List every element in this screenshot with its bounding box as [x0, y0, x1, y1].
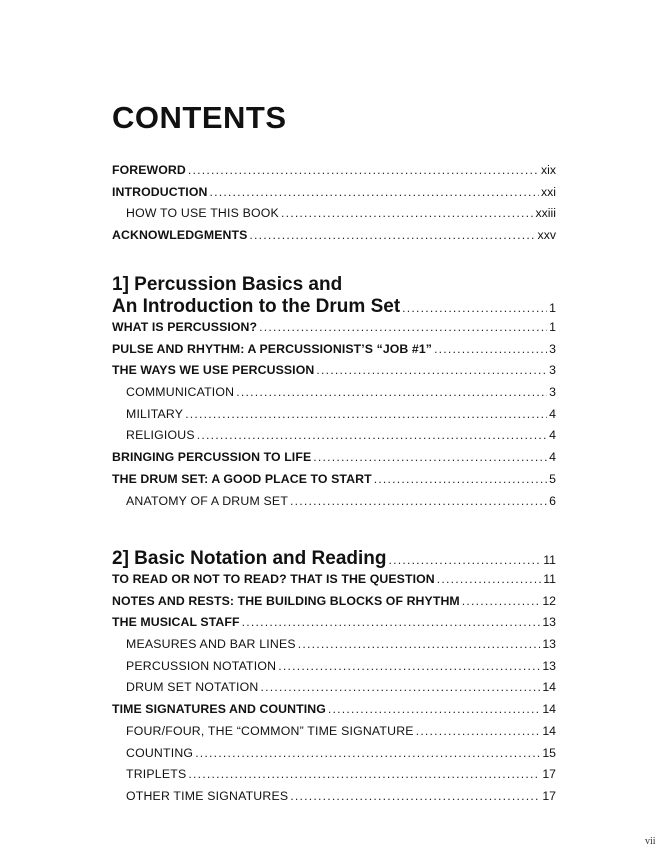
toc-chapter-2: [112, 548, 556, 811]
toc-entry-label: MILITARY: [126, 406, 184, 421]
dot-leader: [188, 163, 539, 177]
toc-entry-label: THE DRUM SET: A GOOD PLACE TO START: [112, 471, 372, 486]
page-folio: vii: [645, 836, 656, 847]
dot-leader: [290, 494, 547, 508]
dot-leader: [462, 594, 541, 608]
toc-entry-page: xxv: [537, 228, 556, 243]
toc-entry[interactable]: [112, 163, 556, 185]
dot-leader: [313, 450, 547, 464]
toc-entry-label: DRUM SET NOTATION: [126, 680, 259, 695]
toc-entry-label: NOTES AND RESTS: THE BUILDING BLOCKS OF RHYTHM: [112, 593, 460, 608]
toc-entry-label: OTHER TIME SIGNATURES: [126, 788, 289, 803]
toc-entry[interactable]: [112, 767, 556, 789]
toc-entry-label: INTRODUCTION: [112, 184, 208, 199]
toc-entry[interactable]: [112, 185, 556, 207]
toc-entry-page: 3: [549, 341, 556, 356]
dot-leader: [278, 659, 540, 673]
toc-entry[interactable]: [112, 206, 556, 228]
dot-leader: [328, 702, 540, 716]
toc-entry-page: 12: [542, 593, 556, 608]
dot-leader: [316, 363, 547, 377]
toc-entry-page: xix: [540, 163, 556, 177]
dot-leader: [416, 724, 541, 738]
toc-entry[interactable]: [112, 320, 556, 342]
dot-leader: [374, 472, 547, 486]
toc-entry-label: TRIPLETS: [126, 767, 187, 782]
toc-entry[interactable]: [112, 494, 556, 516]
toc-entry-page: 1: [549, 320, 556, 334]
dot-leader: [402, 301, 547, 315]
page-title: CONTENTS: [112, 100, 287, 135]
toc-entry-page: 14: [542, 723, 556, 738]
toc-entry[interactable]: [112, 342, 556, 364]
toc-entry-page: 6: [549, 493, 556, 508]
toc-entry[interactable]: [112, 228, 556, 250]
toc-entry-label: ACKNOWLEDGMENTS: [112, 228, 248, 243]
toc-entry-page: 4: [549, 406, 556, 421]
dot-leader: [236, 385, 547, 399]
toc-entry-label: MEASURES AND BAR LINES: [126, 637, 296, 652]
toc-entry-label: THE WAYS WE USE PERCUSSION: [112, 363, 315, 378]
toc-entry-page: 13: [542, 637, 556, 652]
toc-entry-label: PULSE AND RHYTHM: A PERCUSSIONIST’S “JOB #1”: [112, 341, 433, 356]
dot-leader: [290, 789, 540, 803]
toc-entry-label: TO READ OR NOT TO READ? THAT IS THE QUESTION: [112, 572, 435, 586]
toc-entry-label: ANATOMY OF A DRUM SET: [126, 493, 289, 508]
toc-entry[interactable]: [112, 450, 556, 472]
dot-leader: [388, 553, 541, 567]
toc-entry[interactable]: [112, 615, 556, 637]
toc-entry[interactable]: [112, 637, 556, 659]
toc-entry[interactable]: [112, 363, 556, 385]
toc-entry-page: 5: [549, 471, 556, 486]
toc-entry-label: RELIGIOUS: [126, 428, 195, 443]
toc-entry-page: 4: [549, 428, 556, 443]
toc-entry-label: HOW TO USE THIS BOOK: [126, 206, 279, 221]
dot-leader: [434, 342, 547, 356]
toc-entry-page: 17: [542, 788, 556, 803]
toc-entry-page: 13: [542, 615, 556, 630]
toc-entry[interactable]: [112, 594, 556, 616]
dot-leader: [298, 637, 541, 651]
toc-chapter-1: [112, 274, 556, 515]
chapter-heading-line1: 1] Percussion Basics and: [112, 274, 343, 295]
toc-entry[interactable]: [112, 572, 556, 594]
toc-entry[interactable]: [112, 407, 556, 429]
toc-entry[interactable]: [112, 385, 556, 407]
dot-leader: [281, 206, 534, 220]
dot-leader: [209, 185, 539, 199]
toc-entry-page: 13: [542, 658, 556, 673]
toc-entry[interactable]: [112, 702, 556, 724]
toc-entry-label: COUNTING: [126, 745, 194, 760]
dot-leader: [197, 428, 547, 442]
chapter-heading: 2] Basic Notation and Reading: [112, 548, 387, 569]
dot-leader: [437, 572, 541, 586]
toc-entry-page: xxi: [540, 184, 556, 199]
toc-entry-page: 17: [542, 767, 556, 782]
dot-leader: [188, 767, 540, 781]
toc-entry[interactable]: [112, 472, 556, 494]
toc-entry[interactable]: [112, 428, 556, 450]
toc-entry[interactable]: [112, 659, 556, 681]
toc-entry-label: FOREWORD: [112, 163, 186, 177]
toc-entry-page: 14: [542, 680, 556, 695]
dot-leader: [261, 680, 541, 694]
toc-entry-label: BRINGING PERCUSSION TO LIFE: [112, 450, 312, 465]
toc-entry[interactable]: [112, 746, 556, 768]
toc-entry-label: TIME SIGNATURES AND COUNTING: [112, 702, 326, 717]
dot-leader: [242, 615, 541, 629]
chapter-heading-row[interactable]: [112, 548, 556, 572]
dot-leader: [185, 407, 547, 421]
toc-entry-page: 15: [542, 745, 556, 760]
chapter-page: 11: [543, 553, 556, 567]
toc-entry-label: COMMUNICATION: [126, 385, 235, 400]
toc-entry-label: PERCUSSION NOTATION: [126, 658, 277, 673]
toc-entry-page: 11: [543, 572, 556, 586]
chapter-page: 1: [549, 301, 556, 315]
toc-entry-page: 4: [549, 450, 556, 465]
toc-entry-page: 3: [549, 363, 556, 378]
dot-leader: [249, 228, 535, 242]
dot-leader: [259, 320, 547, 334]
toc-entry[interactable]: [112, 680, 556, 702]
toc-front-matter: [112, 163, 556, 250]
toc-entry-page: 3: [549, 385, 556, 400]
toc-entry-page: 14: [542, 702, 556, 717]
toc-entry[interactable]: [112, 724, 556, 746]
toc-entry[interactable]: [112, 789, 556, 811]
dot-leader: [195, 746, 540, 760]
toc-entry-label: THE MUSICAL STAFF: [112, 615, 240, 630]
toc-entry-label: WHAT IS PERCUSSION?: [112, 320, 258, 334]
toc-entry-page: xxiii: [535, 206, 556, 221]
chapter-heading-line2: An Introduction to the Drum Set: [112, 296, 401, 317]
chapter-heading-row[interactable]: [112, 296, 556, 320]
toc-entry-label: FOUR/FOUR, THE “COMMON” TIME SIGNATURE: [126, 723, 414, 738]
